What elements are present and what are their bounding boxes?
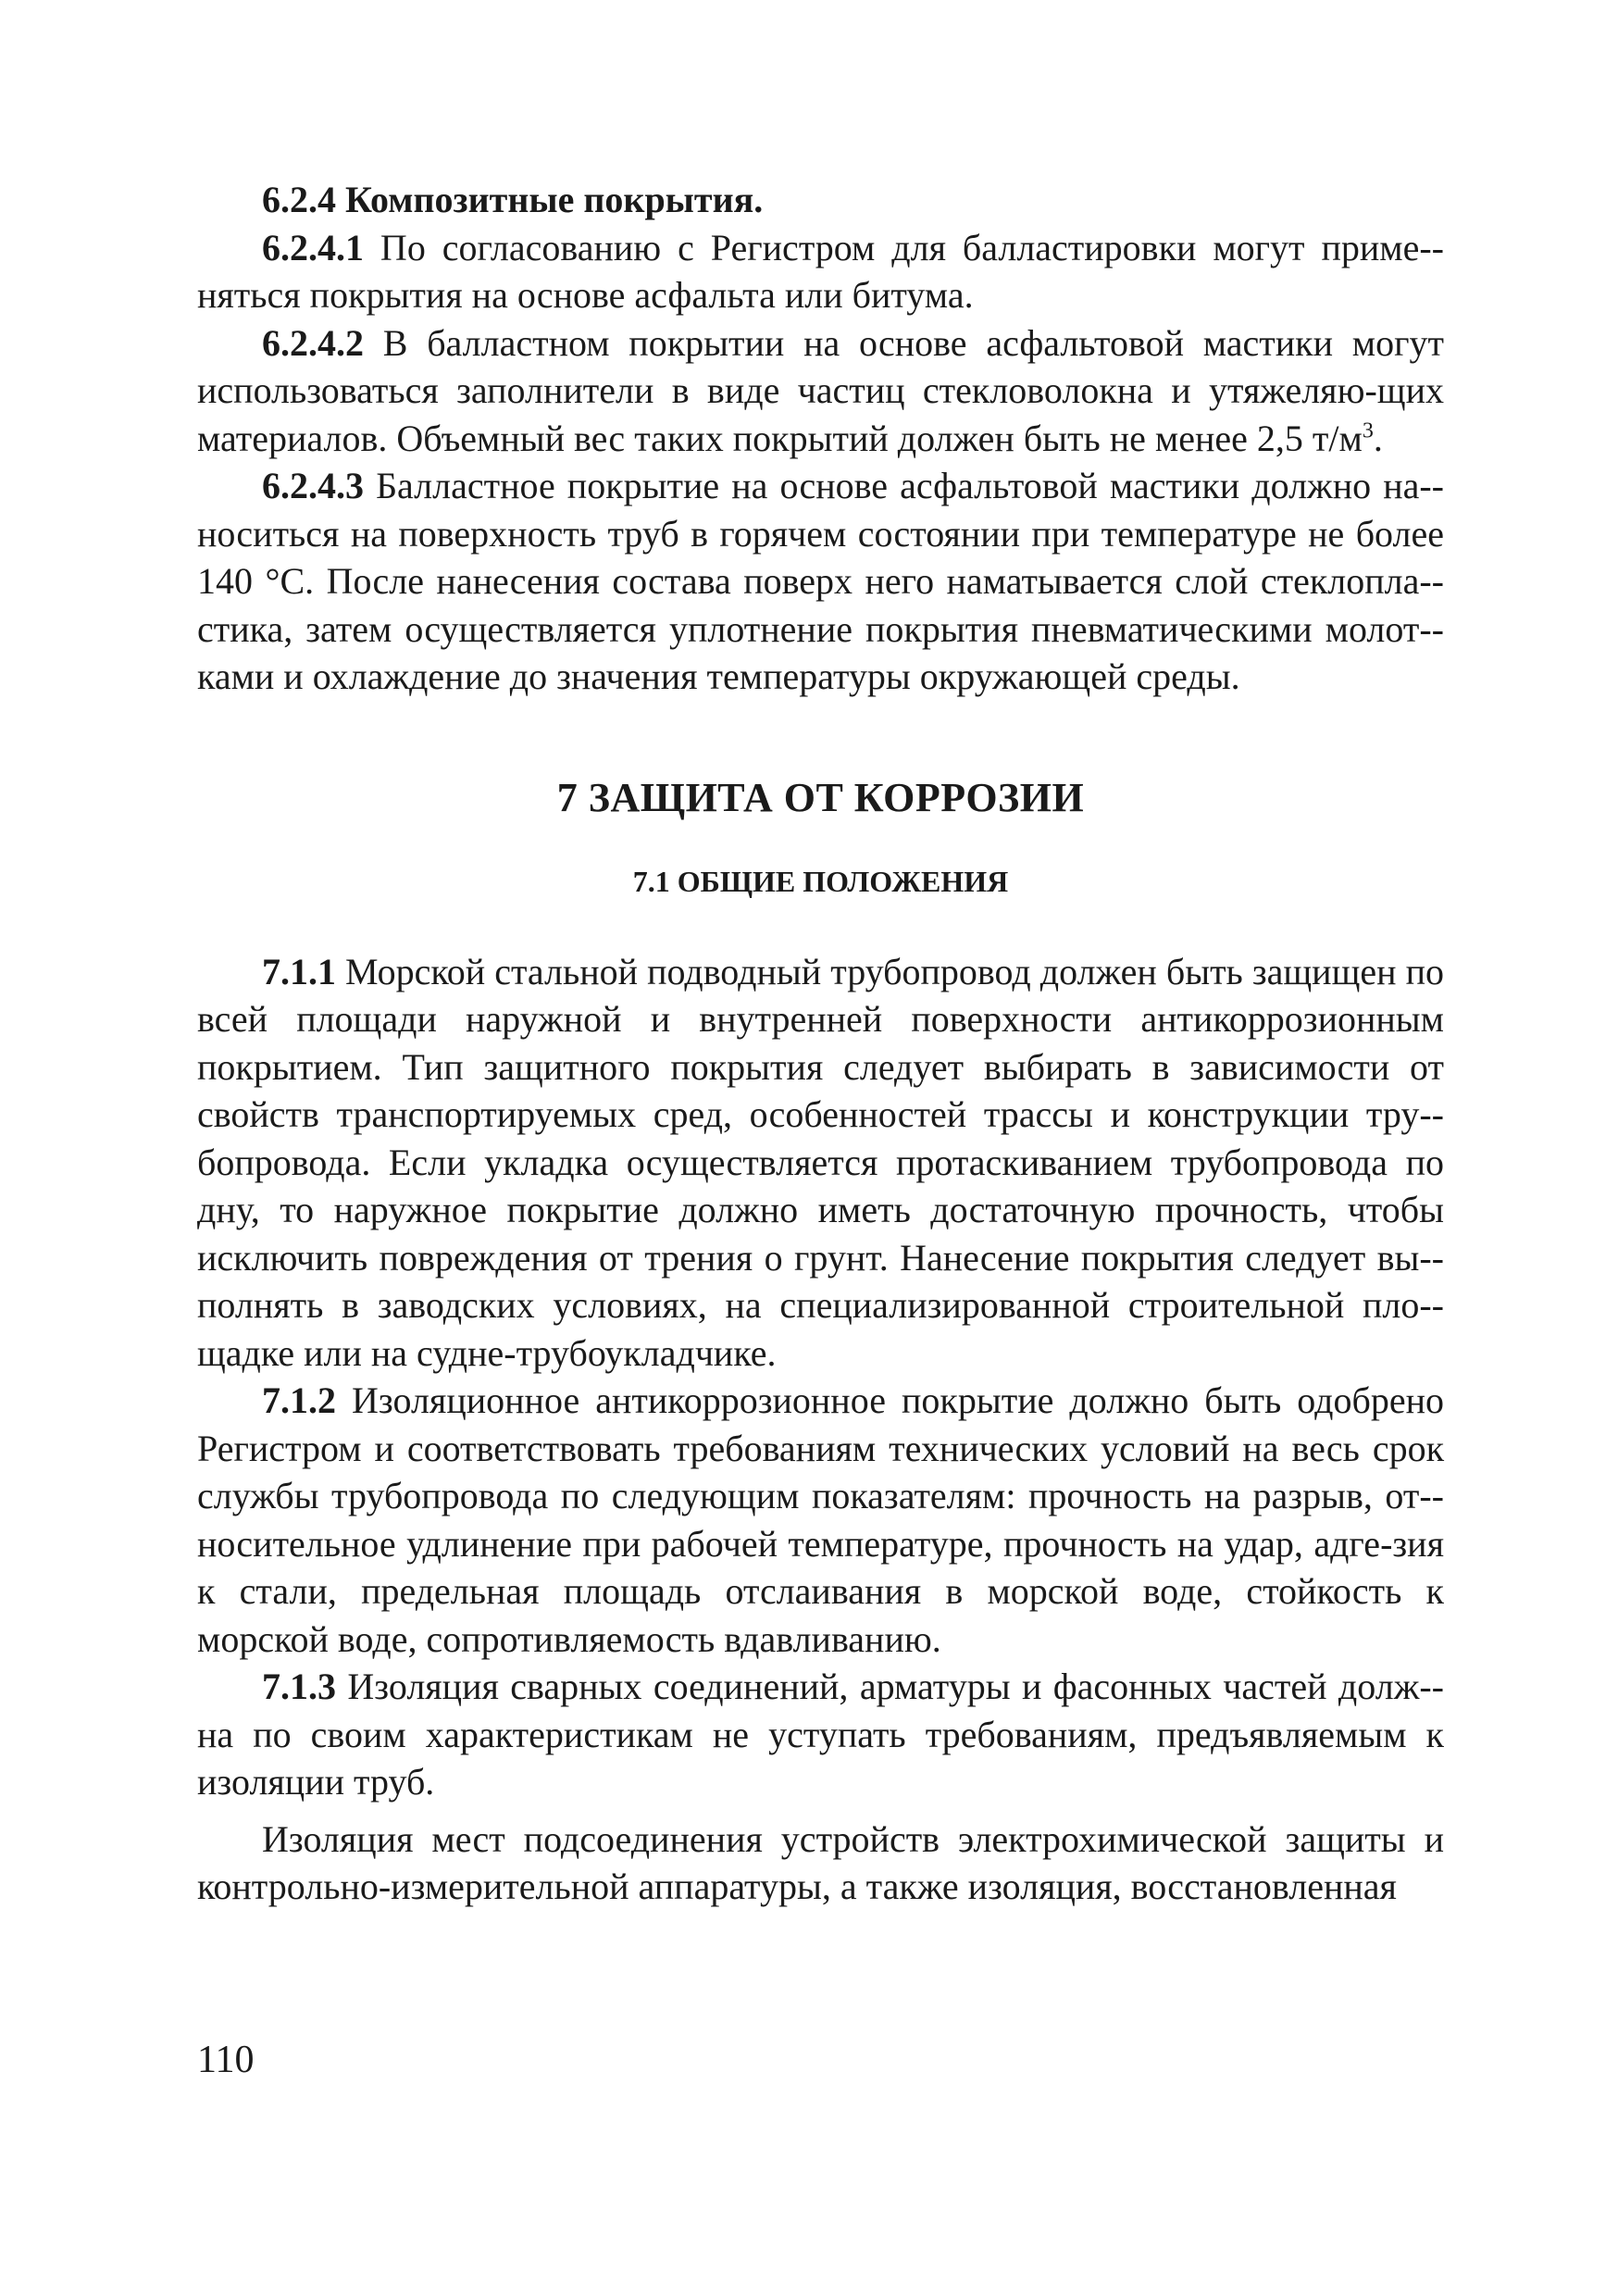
section-title: 7 ЗАЩИТА ОТ КОРРОЗИИ xyxy=(556,774,1085,820)
clause-text: Изоляция мест подсоединения устройств электрохимической защиты и контрольно-измерительной аппаратуры, а также изоляция, восстановленная xyxy=(197,1817,1444,1907)
heading-6-2-4: 6.2.4 Композитные покрытия. xyxy=(262,179,764,220)
clause-number: 6.2.4.1 xyxy=(262,226,364,268)
clause-number: 7.1.1 xyxy=(262,950,336,992)
paragraph-7-1-2 xyxy=(197,1377,1444,1663)
subsection-title: 7.1 ОБЩИЕ ПОЛОЖЕНИЯ xyxy=(632,864,1009,898)
paragraph-7-1-3 xyxy=(197,1663,1444,1806)
paragraph-6-2-4-1 xyxy=(197,224,1444,319)
clause-tail: . xyxy=(1373,417,1383,459)
clause-number: 6.2.4.2 xyxy=(262,321,364,364)
clause-text: Изоляция сварных соединений, арматуры и фасонных частей долж-на по своим характеристикам не уступать требованиям, предъявляемым к изоляции труб. xyxy=(197,1666,1444,1803)
clause-text: В балластном покрытии на основе асфальтовой мастики могут использоваться заполнители в виде частиц стекловолокна и утяжеляю-щих материалов. Объемный вес таких покрытий должен быть не менее 2,5 т/м xyxy=(197,321,1444,459)
clause-text: Морской стальной подводный трубопровод должен быть защищен по всей площади наружной и внутренней поверхности антикоррозионным покрытием. Тип защитного покрытия следует выбирать в зависимости от свойств транспортируемых сред, особенностей трассы и конструкции тру-бопровода. Если укладка осуществляется протаскиванием трубопровода по дну, то наружное покрытие должно иметь достаточную прочность, чтобы исключить повреждения от трения о грунт. Нанесение покрытия следует вы-полнять в заводских условиях, на специализированной строительной пло-щадке или на судне-трубоукладчике. xyxy=(197,950,1444,1374)
clause-text: По согласованию с Регистром для балластировки могут приме-няться покрытия на основе асфальта или битума. xyxy=(197,226,1444,316)
clause-text: Изоляционное антикоррозионное покрытие должно быть одобрено Регистром и соответствовать требованиям технических условий на весь срок службы трубопровода по следующим показателям: прочность на разрыв, от-носительное удлинение при рабочей температуре, прочность на удар, адге-зия к стали, предельная площадь отслаивания в морской воде, стойкость к морской воде, сопротивляемость вдавливанию. xyxy=(197,1379,1444,1660)
paragraph-6-2-4-3 xyxy=(197,462,1444,701)
clause-number: 7.1.2 xyxy=(262,1379,336,1421)
paragraph-7-1-3-continued xyxy=(197,1816,1444,1911)
superscript-cube: 3 xyxy=(1362,418,1374,443)
clause-number: 7.1.3 xyxy=(262,1666,336,1707)
paragraph-6-2-4-2 xyxy=(197,319,1444,463)
paragraph-6-2-4 xyxy=(197,176,1444,224)
page-number: 110 xyxy=(197,2039,255,2081)
paragraph-7-1-1 xyxy=(197,948,1444,1378)
page-body xyxy=(197,176,1444,1911)
clause-number: 6.2.4.3 xyxy=(262,465,364,506)
clause-text: Балластное покрытие на основе асфальтовой мастики должно на-носиться на поверхность труб в горячем состоянии при температуре не более 140 °С. После нанесения состава поверх него наматывается слой стеклопла-стика, затем осуществляется уплотнение покрытия пневматическими молот-ками и охлаждение до значения температуры окружающей среды. xyxy=(197,465,1444,697)
